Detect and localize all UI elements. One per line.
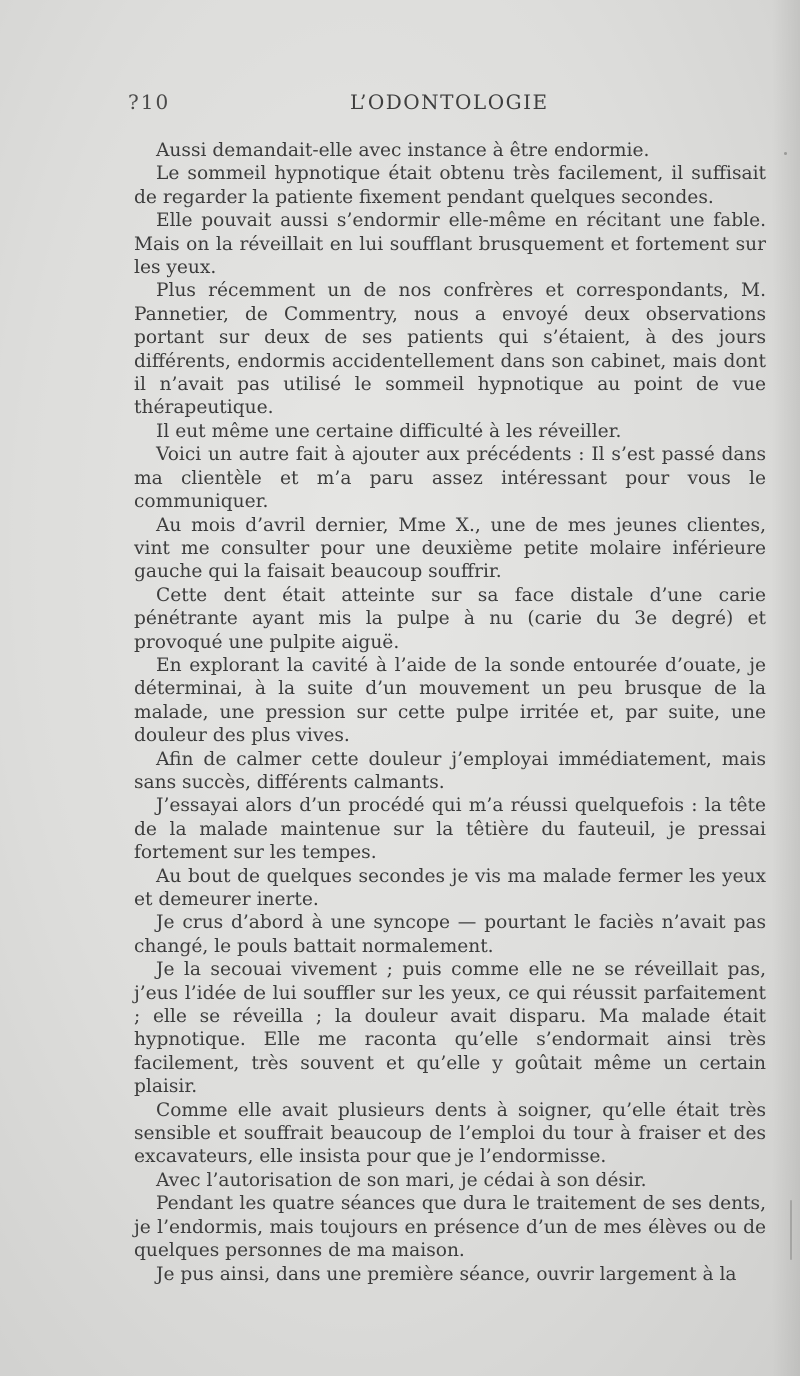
paragraph: Voici un autre fait à ajouter aux précédents : Il s’est passé dans ma clientèle et m’a paru assez intéressant pour vous le communiquer.	[134, 444, 766, 513]
page-number: ?10	[128, 90, 171, 114]
paragraph: Elle pouvait aussi s’endormir elle-même en récitant une fable. Mais on la réveillait en lui soufflant brusquement et fortement sur les yeux.	[134, 210, 766, 279]
paragraph: Pendant les quatre séances que dura le traitement de ses dents, je l’endormis, mais toujours en présence d’un de mes élèves ou de quelques personnes de ma maison.	[134, 1193, 766, 1262]
paragraph: Il eut même une certaine difficulté à les réveiller.	[156, 420, 622, 442]
paragraph: Je pus ainsi, dans une première séance, ouvrir largement à la	[156, 1263, 737, 1285]
paragraph: Le sommeil hypnotique était obtenu très facilement, il suffisait de regarder la patiente fixement pendant quelques secondes.	[134, 163, 766, 208]
paragraph: Au mois d’avril dernier, Mme X., une de mes jeunes clientes, vint me consulter pour une deuxième petite molaire inférieure gauche qui la faisait beaucoup souffrir.	[134, 514, 766, 583]
body-text	[134, 139, 766, 1286]
paragraph: Je la secouai vivement ; puis comme elle ne se réveillait pas, j’eus l’idée de lui souffler sur les yeux, ce qui réussit parfaitement ; elle se réveilla ; la douleur avait disparu. Ma malade était hypnotique. Elle me raconta qu’elle s’endormait ainsi très facilement, très souvent et qu’elle y goûtait même un certain plaisir.	[134, 959, 766, 1098]
paragraph: Aussi demandait-elle avec instance à être endormie.	[156, 140, 650, 161]
paragraph: Comme elle avait plusieurs dents à soigner, qu’elle était très sensible et souffrait beaucoup de l’emploi du tour à fraiser et des excavateurs, elle insista pour que je l’endormisse.	[134, 1099, 766, 1168]
paper-crease	[790, 1200, 792, 1260]
page-edge-shadow	[772, 0, 800, 1376]
paragraph: Je crus d’abord à une syncope — pourtant le faciès n’avait pas changé, le pouls battait normalement.	[134, 912, 766, 957]
paper-speck	[784, 152, 787, 155]
paragraph: Plus récemment un de nos confrères et correspondants, M. Pannetier, de Commentry, nous a envoyé deux observations portant sur deux de ses patients qui s’étaient, à des jours différents, endormis accidentellement dans son cabinet, mais dont il n’avait pas utilisé le sommeil hypnotique au point de vue thérapeutique.	[134, 280, 766, 419]
page-header	[128, 90, 768, 120]
running-title: L’ODONTOLOGIE	[350, 90, 549, 114]
paragraph: Avec l’autorisation de son mari, je cédai à son désir.	[156, 1169, 647, 1191]
paragraph: Afin de calmer cette douleur j’employai immédiatement, mais sans succès, différents calmants.	[134, 748, 766, 793]
paragraph: En explorant la cavité à l’aide de la sonde entourée d’ouate, je déterminai, à la suite d’un mouvement un peu brusque de la malade, une pression sur cette pulpe irritée et, par suite, une douleur des plus vives.	[134, 654, 766, 747]
paragraph: Cette dent était atteinte sur sa face distale d’une carie pénétrante ayant mis la pulpe à nu (carie du 3e degré) et provoqué une pulpite aiguë.	[134, 584, 766, 653]
paragraph: J’essayai alors d’un procédé qui m’a réussi quelquefois : la tête de la malade maintenue sur la têtière du fauteuil, je pressai fortement sur les tempes.	[134, 795, 766, 864]
paragraph: Au bout de quelques secondes je vis ma malade fermer les yeux et demeurer inerte.	[134, 865, 766, 910]
